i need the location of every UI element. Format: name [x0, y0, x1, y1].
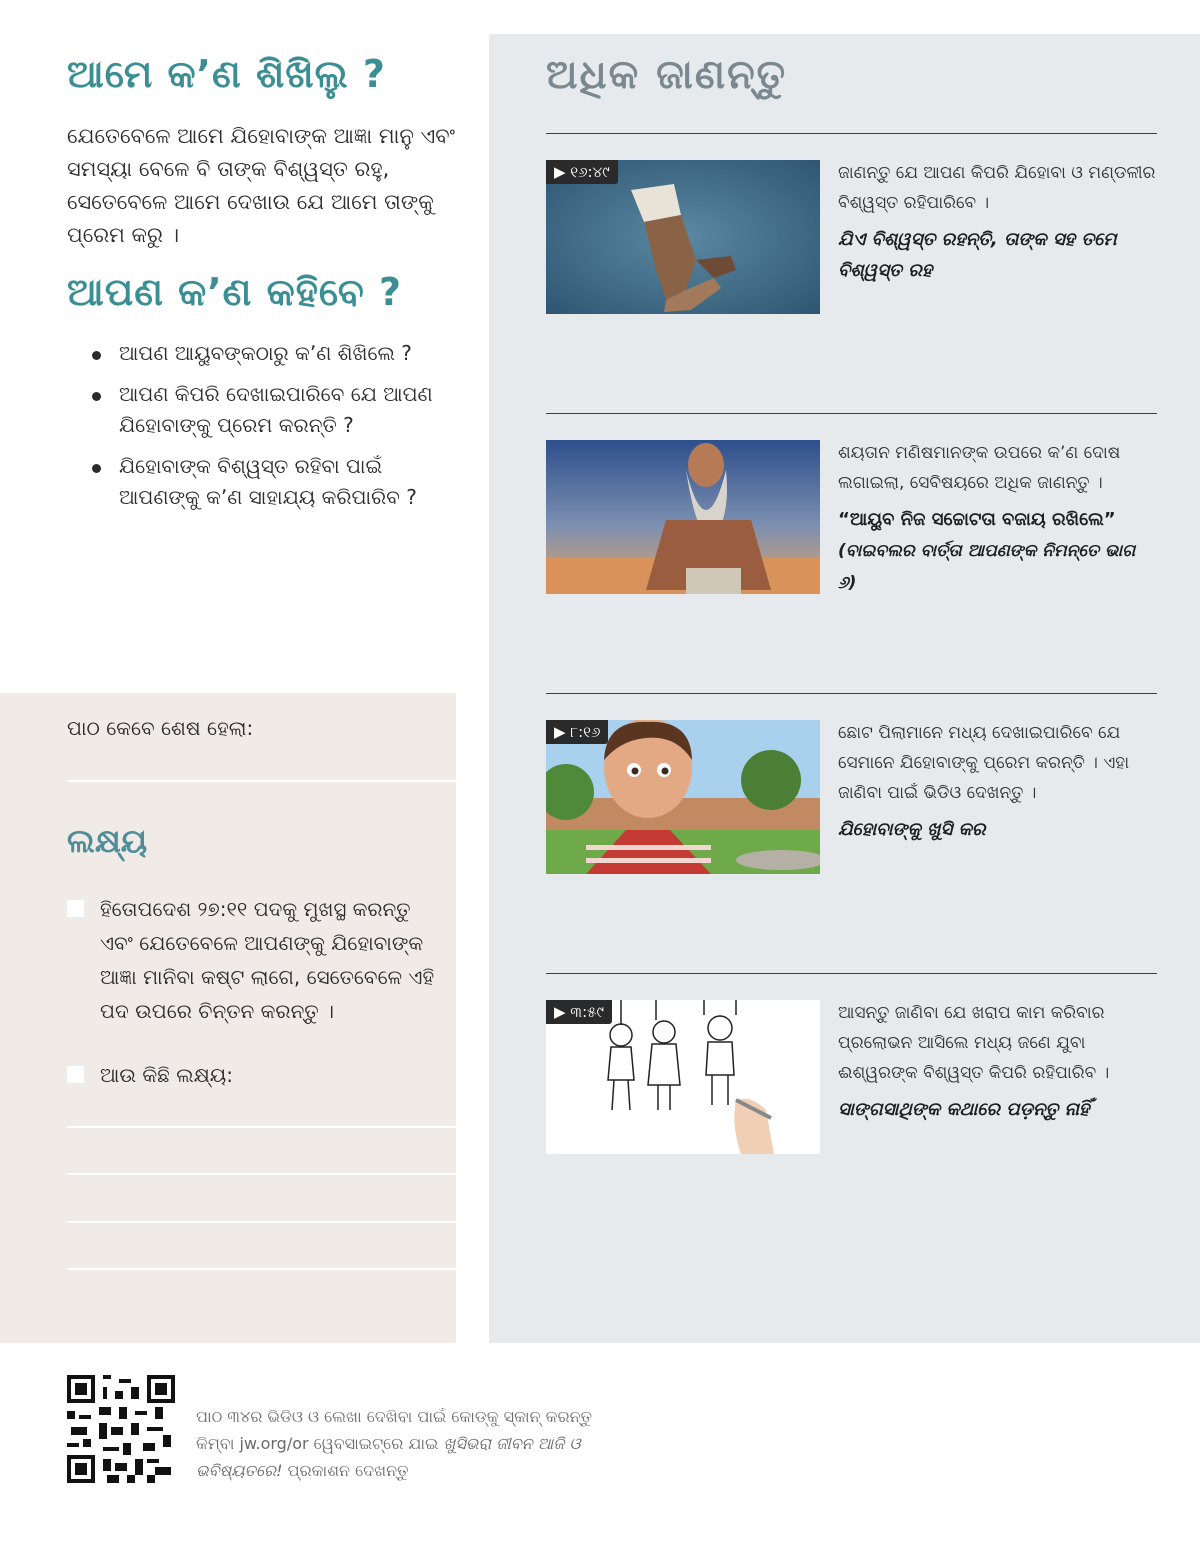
article-link-subtitle: (ବାଇବଲର ବାର୍ତ୍ତା ଆପଣଙ୍କ ନିମନ୍ତେ ଭାଗ ୬)	[838, 541, 1136, 593]
footer-text: ପାଠ ୩୪ର ଭିଡିଓ ଓ ଲେଖା ଦେଖିବା ପାଇଁ କୋଡ୍‌କୁ ସ୍କାନ୍‌ କରନ୍ତୁ କିମ୍ବା jw.org/or ୱେବସାଇଟ୍‌ରେ ଯାଇ	[196, 1407, 593, 1453]
summary-paragraph: ଯେତେବେଳେ ଆମେ ଯିହୋବାଙ୍କ ଆଜ୍ଞା ମାନୁ ଏବଂ ସମସ୍ୟା ବେଳେ ବି ତାଙ୍କ ବିଶ୍ୱସ୍ତ ରହୁ, ସେତେବେଳେ ଆମେ ଦେଖାଉ ଯେ ଆମେ ତାଙ୍କୁ ପ୍ରେମ କରୁ ।	[67, 124, 456, 247]
video-link-text: ସାଙ୍ଗସାଥିଙ୍କ କଥାରେ ପଡ଼ନ୍ତୁ ନାହିଁ	[838, 1099, 1090, 1120]
video-description: ଜାଣନ୍ତୁ ଯେ ଆପଣ କିପରି ଯିହୋବା ଓ ମଣ୍ଡଳୀର ବିଶ୍ୱସ୍ତ ରହିପାରିବେ ।	[838, 163, 1156, 213]
video-duration-badge: ▶ ୧୬:୪୯	[546, 160, 618, 184]
learned-heading: ଆମେ କʼଣ ଶିଖିଲୁ ?	[67, 52, 386, 96]
divider	[546, 973, 1157, 974]
goal-write-line[interactable]	[67, 1173, 456, 1175]
video-thumbnail-handshake[interactable]	[546, 160, 820, 314]
bullet-icon	[92, 392, 101, 401]
job-illustration-icon	[546, 440, 820, 594]
goal-checkbox[interactable]	[67, 1066, 84, 1083]
video-duration-badge: ▶ ୩:୫୯	[546, 1000, 612, 1024]
video-description: ଆସନ୍ତୁ ଜାଣିବା ଯେ ଖରାପ କାମ କରିବାର ପ୍ରଲୋଭନ ଆସିଲେ ମଧ୍ୟ ଜଣେ ଯୁବା ଈଶ୍ୱରଙ୍କ ବିଶ୍ୱସ୍ତ କିପରି ରହିପାରିବ ।	[838, 1003, 1110, 1083]
publication-name: ଖୁସିଭରା ଜୀବନ ଆଜି ଓ ଭବିଷ୍ୟତରେ!	[196, 1434, 581, 1480]
divider	[546, 693, 1157, 694]
video-link-text: ଯିହୋବାଙ୍କୁ ଖୁସି କର	[838, 819, 986, 840]
goal-checkbox[interactable]	[67, 900, 84, 917]
video-link[interactable]	[838, 1094, 1158, 1125]
video-info	[838, 998, 1158, 1125]
video-link[interactable]	[838, 814, 1158, 845]
image-thumbnail-job[interactable]	[546, 440, 820, 594]
video-link[interactable]	[838, 224, 1158, 286]
video-info	[838, 718, 1158, 845]
question-text: ଆପଣ କିପରି ଦେଖାଇପାରିବେ ଯେ ଆପଣ ଯିହୋବାଙ୍କୁ ପ୍ରେମ କରନ୍ତି ?	[119, 382, 433, 437]
date-write-line[interactable]	[67, 780, 456, 782]
video-thumbnail-puppets[interactable]	[546, 1000, 820, 1154]
video-thumbnail-boy[interactable]	[546, 720, 820, 874]
article-link-text: “ଆୟୁବ ନିଜ ସଚ୍ଚୋଟତା ବଜାୟ ରଖିଲେ”	[838, 509, 1116, 530]
goal-text: ହିତୋପଦେଶ ୨୭:୧୧ ପଦକୁ ମୁଖସ୍ଥ କରନ୍ତୁ ଏବଂ ଯେତେବେଳେ ଆପଣଙ୍କୁ ଯିହୋବାଙ୍କ ଆଜ୍ଞା ମାନିବା କଷ୍ଟ ଲାଗେ, ସେତେବେଳେ ଏହି ପଦ ଉପରେ ଚିନ୍ତନ କରନ୍ତୁ ।	[100, 897, 435, 1023]
question-item	[92, 379, 442, 441]
goal-write-line[interactable]	[67, 1126, 456, 1128]
question-text: ଆପଣ ଆୟୁବଙ୍କଠାରୁ କʼଣ ଶିଖିଲେ ?	[119, 341, 412, 365]
video-link-text: ଯିଏ ବିଶ୍ୱସ୍ତ ରହନ୍ତି, ତାଙ୍କ ସହ ତମେ ବିଶ୍ୱସ୍ତ ରହ	[838, 229, 1117, 281]
article-link[interactable]	[838, 504, 1158, 599]
goal-write-line[interactable]	[67, 1268, 456, 1270]
video-duration-badge: ▶ ୮:୧୬	[546, 720, 608, 744]
divider	[546, 413, 1157, 414]
finished-date-label: ପାଠ କେବେ ଶେଷ ହେଲା:	[67, 716, 254, 740]
divider	[546, 133, 1157, 134]
footer-suffix: ପ୍ରକାଶନ ଦେଖନ୍ତୁ	[287, 1461, 409, 1480]
question-item	[92, 451, 442, 513]
goals-heading: ଲକ୍ଷ୍ୟ	[67, 822, 148, 860]
say-heading: ଆପଣ କʼଣ କହିବେ ?	[67, 270, 403, 314]
goal-item	[67, 892, 437, 1032]
goal-text: ଆଉ କିଛି ଲକ୍ଷ୍ୟ:	[100, 1063, 233, 1087]
goal-item	[67, 1058, 437, 1098]
question-item	[92, 338, 442, 369]
footer-instructions	[196, 1403, 616, 1484]
qr-code-icon[interactable]	[67, 1375, 175, 1483]
video-info	[838, 438, 1158, 599]
bullet-icon	[92, 351, 101, 360]
video-info	[838, 158, 1158, 286]
question-list	[92, 338, 442, 523]
more-heading: ଅଧିକ ଜାଣନ୍ତୁ	[546, 52, 788, 98]
article-description: ଶୟତାନ ମଣିଷମାନଙ୍କ ଉପରେ କʼଣ ଦୋଷ ଲଗାଇଲା, ସେବିଷୟରେ ଅଧିକ ଜାଣନ୍ତୁ ।	[838, 443, 1121, 493]
question-text: ଯିହୋବାଙ୍କ ବିଶ୍ୱସ୍ତ ରହିବା ପାଇଁ ଆପଣଙ୍କୁ କʼଣ ସାହାଯ୍ୟ କରିପାରିବ ?	[119, 454, 417, 509]
video-description: ଛୋଟ ପିଲାମାନେ ମଧ୍ୟ ଦେଖାଇପାରିବେ ଯେ ସେମାନେ ଯିହୋବାଙ୍କୁ ପ୍ରେମ କରନ୍ତି । ଏହା ଜାଣିବା ପାଇଁ ଭିଡିଓ ଦେଖନ୍ତୁ ।	[838, 723, 1130, 803]
bullet-icon	[92, 464, 101, 473]
goal-write-line[interactable]	[67, 1221, 456, 1223]
